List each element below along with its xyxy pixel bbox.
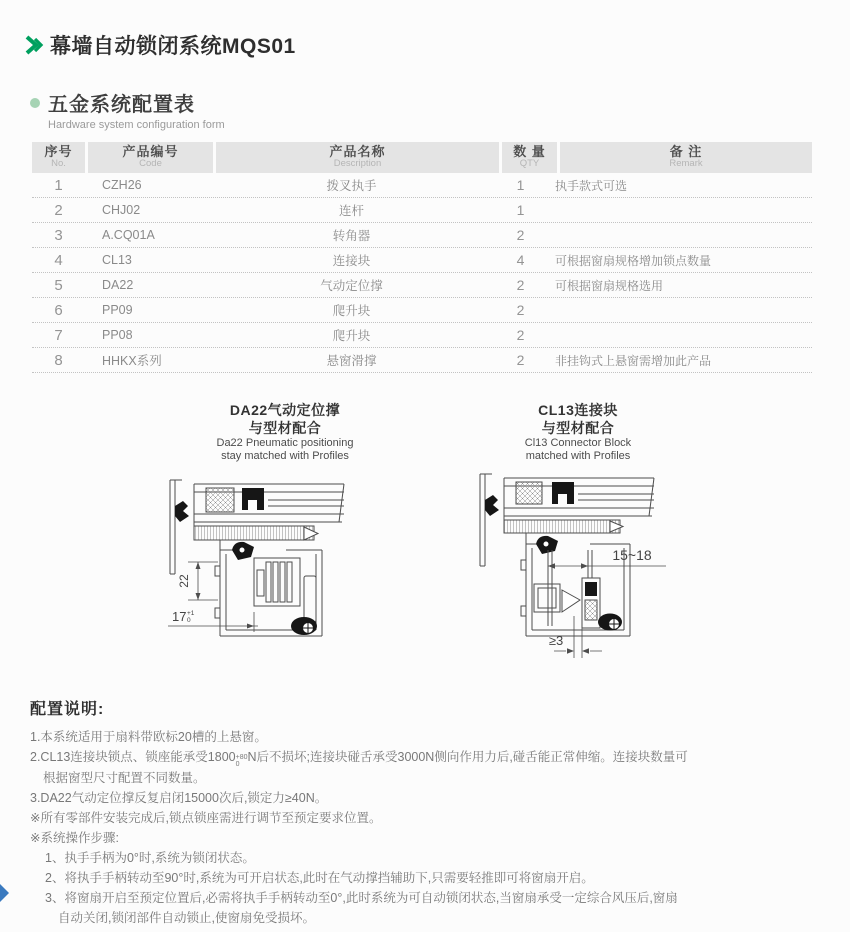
cell-qty: 2 (516, 327, 525, 343)
note-star-1: ※所有零部件安装完成后,锁点锁座需进行调节至预定要求位置。 (30, 811, 382, 825)
cell-no: 4 (54, 251, 63, 269)
cell-qty: 2 (516, 277, 525, 293)
section-subtitle: Hardware system configuration form (48, 119, 225, 131)
section-title: 五金系统配置表 (48, 94, 195, 116)
cell-qty: 4 (516, 252, 525, 268)
cell-name: 拨叉执手 (326, 179, 377, 193)
cell-qty: 2 (516, 227, 525, 243)
hardware-config-table (32, 142, 812, 373)
note-star-2: ※系统操作步骤: (30, 831, 119, 845)
note-step-1: 1、执手手柄为0°时,系统为锁闭状态。 (45, 851, 255, 865)
diagram-title-cl13: CL13连接块 与型材配合 Cl13 Connector Block matched with Profiles (524, 402, 632, 462)
cell-qty: 1 (516, 177, 525, 193)
bullet-icon (30, 98, 40, 108)
note-line-1: 1.本系统适用于扇料带欧标20槽的上悬窗。 (30, 730, 267, 744)
cell-qty: 2 (516, 302, 525, 318)
cell-code: CL13 (102, 253, 132, 267)
cell-no: 3 (54, 226, 63, 244)
table-row (32, 348, 812, 373)
table-row (32, 323, 812, 348)
double-chevron-right-icon (24, 35, 44, 55)
cell-name: 连杆 (338, 204, 364, 218)
dim-label-17: 17 (172, 609, 187, 624)
section-header (30, 88, 225, 131)
cell-code: A.CQ01A (102, 228, 155, 242)
cell-name: 爬升块 (332, 329, 371, 343)
table-header (32, 142, 812, 173)
cell-code: DA22 (102, 278, 134, 292)
page-title: 幕墙自动锁闭系统MQS01 (50, 35, 296, 58)
table-row (32, 223, 812, 248)
cell-remark: 非挂钩式上悬窗需增加此产品 (555, 353, 712, 368)
dim-label-15-18: 15~18 (612, 547, 652, 563)
cell-no: 7 (54, 326, 63, 344)
page-title-row (24, 30, 296, 60)
cell-name: 转角器 (332, 229, 371, 243)
col-header-description: 产品名称 Description (216, 142, 499, 173)
cell-code: CZH26 (102, 178, 142, 192)
dim-17-tolerance-upper: +1 (187, 610, 195, 617)
col-header-code: 产品编号 Code (88, 142, 213, 173)
col-header-no: 序号 No. (32, 142, 85, 173)
cell-no: 8 (54, 351, 63, 369)
dim-label-22: 22 (177, 574, 191, 588)
diagram-title-da22: DA22气动定位撑 与型材配合 Da22 Pneumatic positioning stay matched with Profiles (216, 402, 354, 462)
note-step-3: 3、将窗扇开启至预定位置后,必需将执手手柄转动至0°,此时系统为可自动锁闭状态,当窗扇承受一定综合风压后,窗扇 (45, 891, 678, 905)
note-line-2: 2.CL13连接块锁点、锁座能承受1800 +80 0 N后不损坏;连接块碰舌承受3000N侧向作用力后,碰舌能正常伸缩。连接块数量可 (30, 750, 688, 768)
cell-name: 连接块 (332, 254, 371, 268)
table-row (32, 273, 812, 298)
table-row (32, 198, 812, 223)
dim-17-tolerance-lower: 0 (187, 617, 191, 624)
cell-code: HHKX系列 (102, 354, 162, 368)
cell-no: 2 (54, 201, 63, 219)
note-step-3-cont: 自动关闭,锁闭部件自动锁止,使窗扇免受损坏。 (58, 911, 315, 925)
cl13-profile-section-drawing (470, 466, 680, 666)
cell-name: 悬窗滑撑 (326, 354, 377, 368)
page-corner-accent-icon (0, 884, 9, 902)
configuration-notes (30, 696, 830, 928)
cell-code: PP08 (102, 328, 133, 342)
tolerance-stack: +80 0 (235, 754, 248, 768)
note-step-2: 2、将执手手柄转动至90°时,系统为可开启状态,此时在气动撑挡辅助下,只需要轻推即可将窗扇开启。 (45, 871, 594, 885)
table-row (32, 248, 812, 273)
table-row (32, 173, 812, 198)
notes-title: 配置说明: (30, 701, 105, 718)
cell-no: 6 (54, 301, 63, 319)
note-line-2-cont: 根据窗型尺寸配置不同数量。 (43, 771, 206, 785)
note-line-3: 3.DA22气动定位撑反复启闭15000次后,锁定力≥40N。 (30, 791, 328, 805)
col-header-remark: 备 注 Remark (560, 142, 812, 173)
cell-remark: 可根据窗扇规格增加锁点数量 (555, 253, 712, 268)
table-row (32, 298, 812, 323)
cell-name: 爬升块 (332, 304, 371, 318)
cell-remark: 执手款式可选 (555, 178, 628, 193)
col-header-qty: 数 量 QTY (502, 142, 557, 173)
cell-name: 气动定位撑 (320, 279, 383, 293)
cell-qty: 2 (516, 352, 525, 368)
cell-code: CHJ02 (102, 203, 141, 217)
cell-no: 1 (54, 176, 63, 194)
dim-label-min3: ≥3 (548, 633, 564, 648)
cell-remark: 可根据窗扇规格选用 (555, 278, 664, 293)
cell-code: PP09 (102, 303, 133, 317)
cell-no: 5 (54, 276, 63, 294)
cell-qty: 1 (516, 202, 525, 218)
table-body (32, 173, 812, 373)
da22-profile-section-drawing (158, 470, 353, 652)
